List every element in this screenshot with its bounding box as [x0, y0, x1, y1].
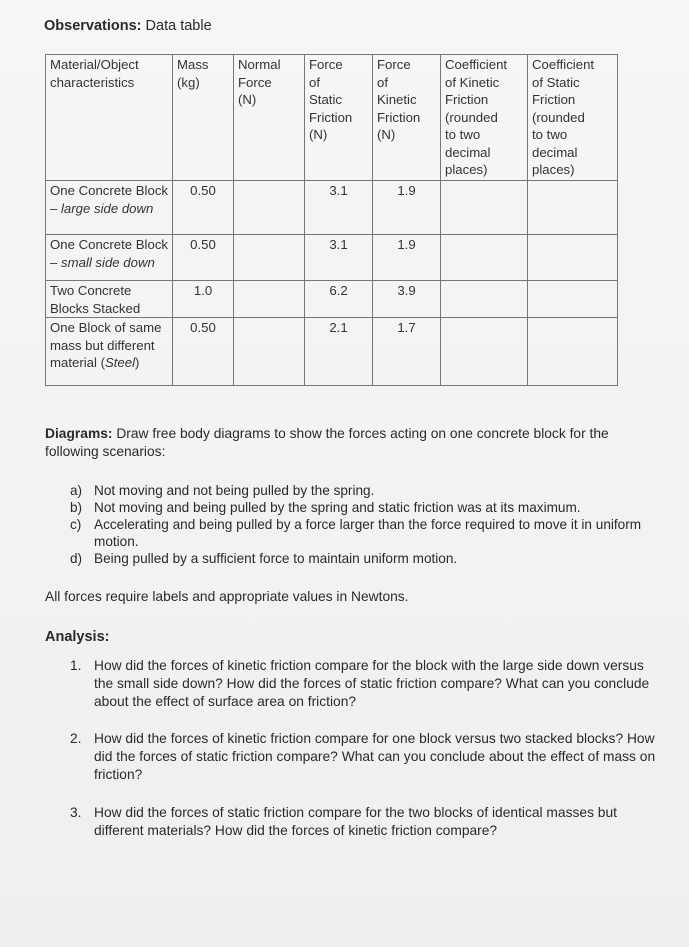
material-text: One Concrete Block –	[50, 183, 169, 216]
material-text: One Block of same mass but different material (	[50, 320, 162, 370]
static-friction-cell: 3.1	[305, 181, 373, 235]
header-static-friction: Force of Static Friction (N)	[305, 55, 373, 181]
normal-force-cell	[234, 318, 305, 386]
header-coef-static: Coefficient of Static Friction (rounded to two decimal places)	[528, 55, 618, 181]
list-marker: c)	[70, 517, 82, 532]
static-friction-cell: 3.1	[305, 235, 373, 281]
coef-static-cell	[528, 181, 618, 235]
observations-label: Observations:	[44, 18, 142, 34]
table-row	[46, 318, 618, 386]
static-friction-cell: 6.2	[305, 281, 373, 318]
coef-kinetic-cell	[441, 281, 528, 318]
table-header-row	[46, 55, 618, 181]
table-row	[46, 281, 618, 318]
question-text: How did the forces of static friction compare for the two blocks of identical masses but different materials? How did the forces of kinetic friction compare?	[94, 805, 617, 838]
data-table	[45, 54, 618, 386]
kinetic-friction-cell: 3.9	[373, 281, 441, 318]
normal-force-cell	[234, 235, 305, 281]
material-cell	[46, 181, 173, 235]
diagrams-label: Diagrams:	[45, 426, 113, 441]
material-emphasis: Steel	[104, 355, 136, 370]
list-item	[70, 499, 660, 516]
observations-title: Data table	[145, 18, 212, 34]
mass-cell: 1.0	[173, 281, 234, 318]
list-item-text: Accelerating and being pulled by a force larger than the force required to move it in uniform motion.	[94, 517, 642, 549]
analysis-question-2	[70, 730, 666, 784]
list-item	[70, 516, 660, 550]
list-marker: d)	[70, 551, 83, 566]
list-item-text: Being pulled by a sufficient force to maintain uniform motion.	[94, 551, 458, 566]
question-number: 3.	[70, 805, 82, 820]
material-cell	[46, 318, 173, 386]
observations-heading	[44, 18, 212, 34]
coef-static-cell	[528, 281, 618, 318]
question-text: How did the forces of kinetic friction compare for the block with the large side down versus the small side down? How did the forces of static friction compare? What can you conclude about the effect of surface area on friction?	[94, 658, 650, 709]
coef-kinetic-cell	[441, 318, 528, 386]
static-friction-cell: 2.1	[305, 318, 373, 386]
diagrams-text: Draw free body diagrams to show the forces acting on one concrete block for the following scenarios:	[45, 426, 609, 459]
list-item-text: Not moving and not being pulled by the spring.	[94, 483, 375, 498]
table-row	[46, 235, 618, 281]
header-normal-force: Normal Force (N)	[234, 55, 305, 181]
mass-cell: 0.50	[173, 235, 234, 281]
normal-force-cell	[234, 281, 305, 318]
material-cell	[46, 281, 173, 318]
header-material: Material/Object characteristics	[46, 55, 173, 181]
mass-cell: 0.50	[173, 181, 234, 235]
list-marker: a)	[70, 483, 83, 498]
kinetic-friction-cell: 1.7	[373, 318, 441, 386]
header-kinetic-friction: Force of Kinetic Friction (N)	[373, 55, 441, 181]
material-emphasis: small side down	[61, 254, 155, 270]
header-coef-kinetic: Coefficient of Kinetic Friction (rounded to two decimal places)	[441, 55, 528, 181]
mass-cell: 0.50	[173, 318, 234, 386]
header-mass: Mass (kg)	[173, 55, 234, 181]
list-item	[70, 550, 660, 567]
table-row	[46, 181, 618, 235]
analysis-question-3	[70, 804, 666, 840]
list-item-text: Not moving and being pulled by the spring and static friction was at its maximum.	[94, 500, 581, 515]
coef-kinetic-cell	[441, 235, 528, 281]
material-emphasis: large side down	[61, 200, 154, 216]
material-text: Two Concrete Blocks Stacked	[50, 283, 141, 316]
question-number: 2.	[70, 731, 82, 746]
normal-force-cell	[234, 181, 305, 235]
analysis-question-1	[70, 657, 666, 711]
question-number: 1.	[70, 658, 82, 673]
kinetic-friction-cell: 1.9	[373, 235, 441, 281]
forces-note: All forces require labels and appropriate values in Newtons.	[45, 589, 409, 604]
coef-kinetic-cell	[441, 181, 528, 235]
coef-static-cell	[528, 235, 618, 281]
coef-static-cell	[528, 318, 618, 386]
list-marker: b)	[70, 500, 83, 515]
material-text: One Concrete Block –	[50, 237, 169, 270]
question-text: How did the forces of kinetic friction compare for one block versus two stacked blocks? How did the forces of static friction compare? What can you conclude about the effect of mass on friction?	[94, 731, 656, 782]
kinetic-friction-cell: 1.9	[373, 181, 441, 235]
material-text-end: )	[135, 355, 140, 370]
analysis-heading: Analysis:	[45, 629, 110, 645]
scenario-list	[70, 482, 660, 567]
list-item	[70, 482, 660, 499]
diagrams-intro	[45, 425, 655, 461]
material-cell	[46, 235, 173, 281]
